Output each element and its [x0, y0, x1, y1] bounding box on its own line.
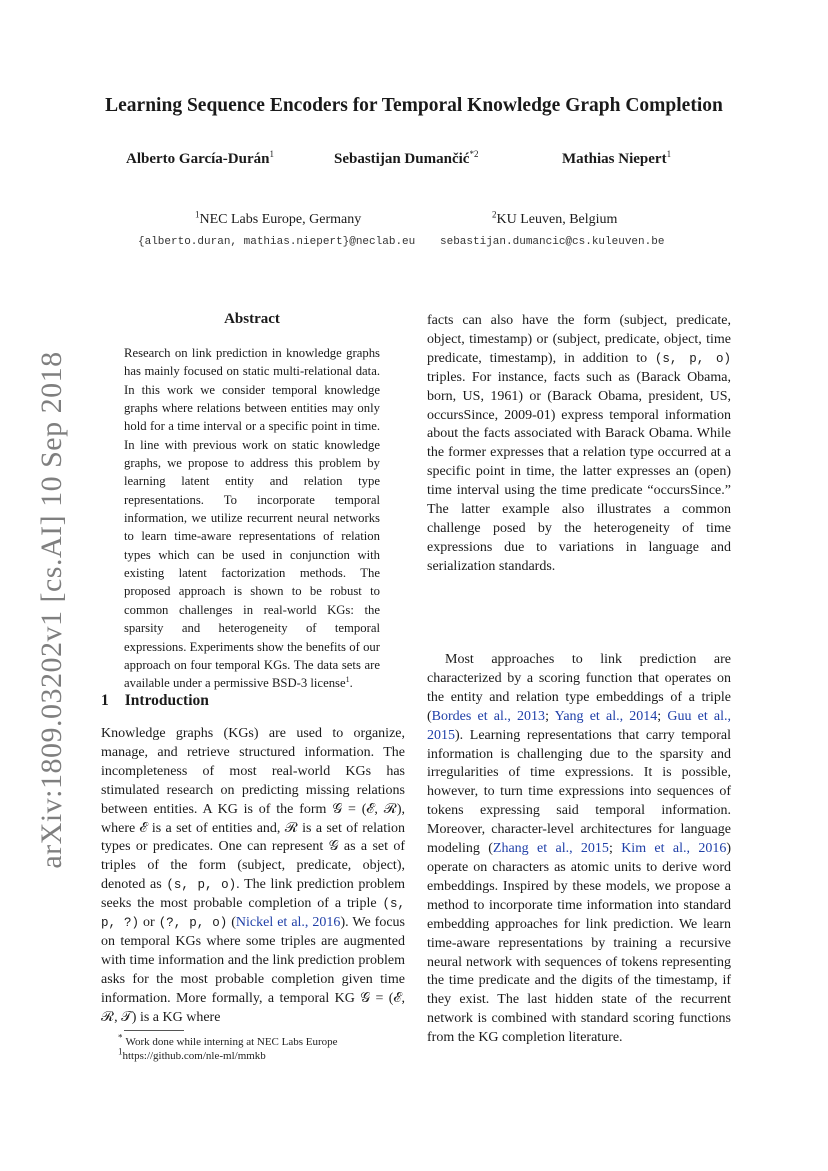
- author-name: Sebastijan Dumančić: [334, 151, 470, 167]
- affiliation-2: [492, 209, 618, 228]
- footnote-mark: 1: [345, 674, 350, 684]
- affiliation-1: [195, 209, 362, 228]
- footnote-mark: *: [118, 1032, 123, 1043]
- author-1: [126, 151, 274, 168]
- aff-sup: 2: [492, 209, 497, 220]
- aff-sup: 1: [195, 209, 200, 220]
- citation-link[interactable]: Bordes et al., 2013: [431, 708, 546, 724]
- right-paragraph-2: [427, 651, 731, 1048]
- abstract-text: Research on link prediction in knowledge graphs has mainly focused on static multi-relational data. In this work we consider temporal knowledge graphs where relations between entities may only hold for a time interval or a specific point in time. In line with previous work on static knowledge graphs, we propose to address this problem by learning latent entity and relation type representations. To incorporate temporal information, we utilize recurrent neural networks to learn time-aware representations of relation types which can be used in conjunction with existing latent factorization methods. The proposed approach is shown to be robust to common challenges in real-world KGs: the sparsity and heterogeneity of temporal expressions. Experiments show the benefits of our approach on four temporal KGs. The data sets are available under a permissive BSD-3 license: [124, 346, 380, 691]
- arxiv-stamp: arXiv:1809.03202v1 [cs.AI] 10 Sep 2018: [35, 351, 68, 869]
- footnote-1: [118, 1032, 338, 1048]
- citation-link[interactable]: Zhang et al., 2015: [492, 841, 609, 857]
- footnote-2: [118, 1046, 266, 1062]
- text-run: facts can also have the form (subject, predicate, object, timestamp) or (subject, predicate, object, time predicate, timestamp), in addition to: [427, 313, 731, 366]
- section-title: Introduction: [124, 692, 209, 709]
- section-heading: [101, 692, 209, 710]
- triple-notation: (?, p, o): [158, 916, 228, 931]
- citation-link[interactable]: Nickel et al., 2016: [235, 915, 341, 931]
- aff-name: KU Leuven, Belgium: [496, 212, 618, 227]
- text-run: triples. For instance, facts such as (Barack Obama, born, US, 1961) or (Barack Obama, president, US, occursSince, 2009-01) express temporal information about the facts associated with Barack Obama. While the former expresses that a relation type occurred at a specific point in time, the latter expresses an (open) time interval using the time predicate “occursSince.” The latter example also illustrates a common challenge posed by the heterogeneity of time expressions due to variations in language and serialization standards.: [427, 369, 731, 574]
- text-run: ) operate on characters as atomic units to derive word embeddings. Inspired by these models, we propose a method to incorporate time information into standard embedding approaches for link prediction. We learn time-aware representations by training a recursive neural network with sequences of tokens representing the time predicate and the digits of the timestamp, if they exist. The last hidden state of the recurrent network is combined with standard scoring functions from the KG completion literature.: [427, 841, 732, 1046]
- triple-notation: (s, p, ?): [101, 897, 405, 931]
- citation-link[interactable]: Guu et al., 2015: [427, 708, 731, 743]
- author-sup: 1: [666, 149, 672, 159]
- triple-notation: (s, p, o): [166, 878, 237, 893]
- paper-title: Learning Sequence Encoders for Temporal Knowledge Graph Completion: [105, 95, 723, 116]
- citation-link[interactable]: Kim et al., 2016: [621, 841, 727, 857]
- text-run: or: [139, 915, 159, 931]
- email-2: sebastijan.dumancic@cs.kuleuven.be: [440, 236, 665, 248]
- footnote-mark: 1: [118, 1046, 123, 1057]
- text-run: (: [227, 915, 236, 931]
- text-run: Knowledge graphs (KGs) are used to organize, manage, and retrieve structured information. The incompleteness of most real-world KGs has stimulated research on predicting missing relations between entities. A KG is of the form 𝒢 = (ℰ, ℛ), where ℰ is a set of entities and, ℛ is a set of relation types or predicates. One can represent 𝒢 as a set of triples of the form (subject, predicate, object), denoted as: [101, 726, 405, 893]
- author-name: Alberto García-Durán: [126, 151, 270, 167]
- text-run: ;: [608, 841, 622, 857]
- footnote-text: Work done while interning at NEC Labs Europe: [125, 1036, 338, 1048]
- citation-link[interactable]: Yang et al., 2014: [554, 708, 658, 724]
- author-sup: *2: [469, 149, 479, 159]
- text-run: Most approaches to link prediction are characterized by a scoring function that operates on the entity and relation type embeddings of a triple (: [427, 652, 731, 724]
- section-number: 1: [101, 692, 109, 709]
- abstract-body: [124, 344, 380, 693]
- triple-notation: (s, p, o): [654, 351, 731, 366]
- author-name: Mathias Niepert: [562, 151, 667, 167]
- text-run: ;: [545, 708, 555, 724]
- email-1: {alberto.duran, mathias.niepert}@neclab.eu: [138, 236, 416, 248]
- right-paragraph-1: [427, 312, 731, 577]
- author-2: [334, 151, 478, 168]
- footnote-rule: [124, 1030, 184, 1031]
- author-sup: 1: [269, 149, 274, 159]
- text-run: ). We focus on temporal KGs where some triples are augmented with time information and the link prediction problem asks for the most probable completion given time information. More formally, a temporal KG 𝒢 = (ℰ, ℛ, 𝒯) is a KG where: [101, 915, 405, 1025]
- text-run: . The link prediction problem seeks the most probable completion of a triple: [101, 877, 406, 912]
- aff-name: NEC Labs Europe, Germany: [199, 212, 362, 227]
- text-run: ;: [657, 708, 668, 724]
- footnote-url[interactable]: https://github.com/nle-ml/mmkb: [122, 1050, 266, 1062]
- abstract-end: .: [349, 676, 353, 691]
- text-run: ). Learning representations that carry temporal information is challenging due to the sparsity and irregularities of time expressions. It is possible, however, to turn time expressions into sequences of tokens expressing said temporal information. Moreover, character-level architectures for language modeling (: [427, 727, 731, 857]
- author-3: [562, 151, 671, 168]
- intro-paragraph: [101, 725, 405, 1028]
- abstract-heading: Abstract: [224, 311, 280, 327]
